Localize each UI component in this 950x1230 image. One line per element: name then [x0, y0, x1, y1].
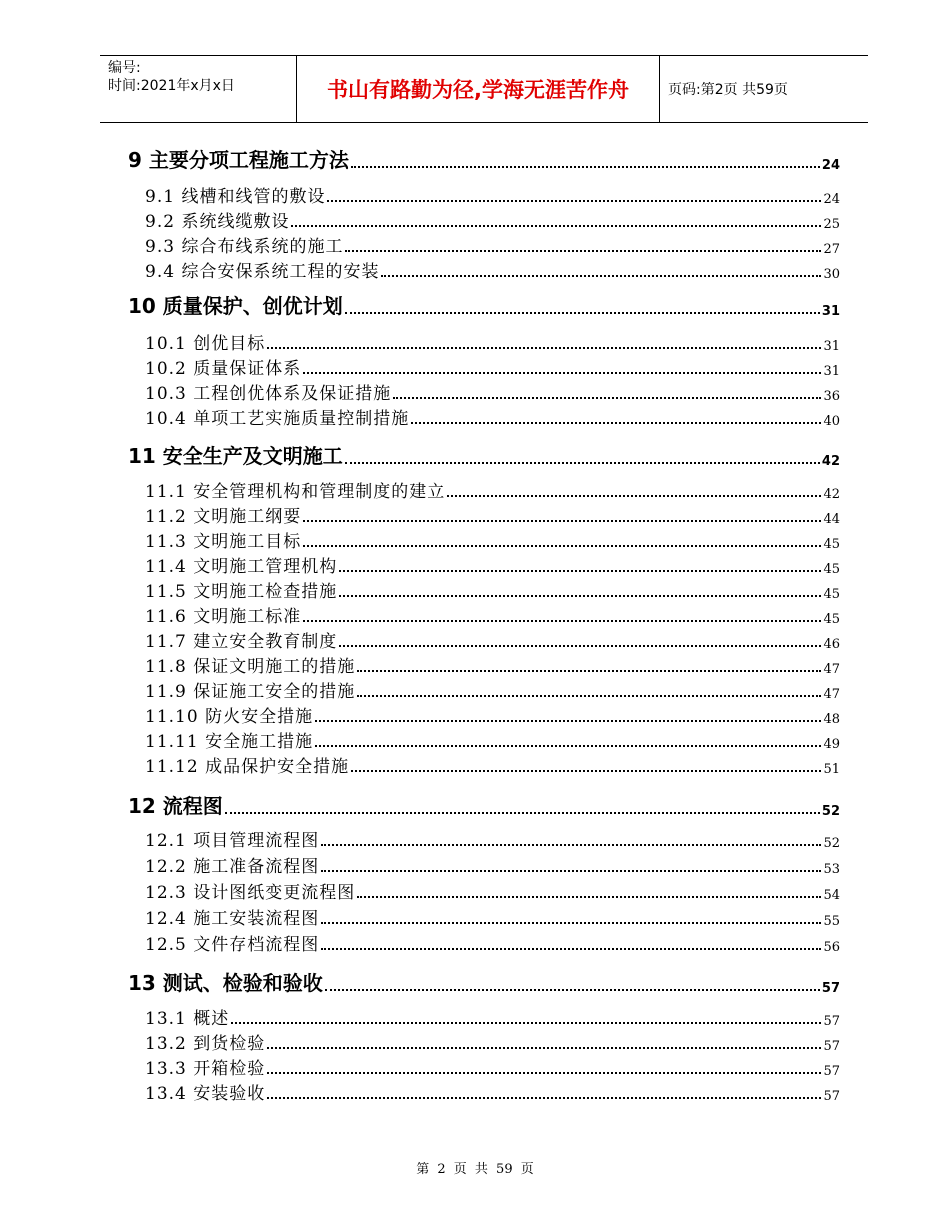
toc-entry-title: 13 测试、检验和验收: [128, 971, 323, 995]
toc-section-entry[interactable]: [145, 380, 840, 404]
toc-dot-leader: [339, 595, 821, 597]
toc-section-entry[interactable]: [145, 528, 840, 552]
toc-dot-leader: [345, 462, 820, 464]
toc-section-entry[interactable]: [145, 553, 840, 577]
toc-entry-page: 40: [823, 414, 840, 429]
toc-entry-title: 12.2 施工准备流程图: [145, 857, 320, 877]
toc-entry-title: 9.2 系统线缆敷设: [145, 212, 290, 232]
toc-section-entry[interactable]: [145, 330, 840, 354]
toc-entry-page: 45: [823, 612, 840, 627]
time-label: 时间:2021年x月x日: [108, 78, 235, 94]
header-motto: 书山有路勤为径,学海无涯苦作舟: [296, 56, 660, 122]
toc-dot-leader: [225, 812, 820, 814]
toc-section-entry[interactable]: [145, 405, 840, 429]
toc-entry-title: 13.1 概述: [145, 1009, 230, 1029]
toc-dot-leader: [339, 570, 821, 572]
toc-section-entry[interactable]: [145, 233, 840, 257]
toc-entry-page: 45: [823, 537, 840, 552]
toc-dot-leader: [321, 844, 821, 846]
toc-entry-page: 57: [823, 1014, 840, 1029]
toc-section-entry[interactable]: [145, 478, 840, 502]
toc-entry-page: 30: [823, 267, 840, 282]
toc-dot-leader: [339, 645, 821, 647]
toc-section-entry[interactable]: [145, 1055, 840, 1079]
toc-chapter-entry[interactable]: [128, 291, 840, 319]
toc-entry-page: 56: [823, 940, 840, 955]
toc-dot-leader: [303, 520, 821, 522]
toc-section-entry[interactable]: [145, 653, 840, 677]
toc-entry-page: 31: [823, 364, 840, 379]
toc-entry-page: 45: [823, 587, 840, 602]
toc-entry-page: 57: [823, 1089, 840, 1104]
toc-entry-title: 11 安全生产及文明施工: [128, 444, 343, 468]
toc-dot-leader: [267, 347, 821, 349]
toc-section-entry[interactable]: [145, 703, 840, 727]
toc-section-entry[interactable]: [145, 1030, 840, 1054]
toc-entry-title: 12.1 项目管理流程图: [145, 831, 320, 851]
toc-entry-page: 36: [823, 389, 840, 404]
toc-dot-leader: [303, 620, 821, 622]
toc-entry-page: 54: [823, 888, 840, 903]
toc-section-entry[interactable]: [145, 503, 840, 527]
toc-section-entry[interactable]: [145, 1005, 840, 1029]
toc-entry-page: 42: [821, 454, 840, 469]
toc-entry-title: 10.4 单项工艺实施质量控制措施: [145, 409, 410, 429]
toc-section-entry[interactable]: [145, 578, 840, 602]
toc-dot-leader: [303, 545, 821, 547]
toc-dot-leader: [321, 870, 821, 872]
toc-entry-title: 12 流程图: [128, 794, 223, 818]
toc-section-entry[interactable]: [145, 753, 840, 777]
toc-entry-title: 11.9 保证施工安全的措施: [145, 682, 356, 702]
header-page-info: 页码:第2页 共59页: [668, 82, 788, 98]
toc-dot-leader: [267, 1072, 821, 1074]
toc-dot-leader: [315, 720, 821, 722]
toc-entry-title: 10.3 工程创优体系及保证措施: [145, 384, 392, 404]
toc-dot-leader: [325, 989, 820, 991]
toc-dot-leader: [327, 200, 821, 202]
toc-chapter-entry[interactable]: [128, 791, 840, 819]
toc-dot-leader: [357, 896, 821, 898]
toc-entry-title: 13.3 开箱检验: [145, 1059, 266, 1079]
toc-entry-title: 9 主要分项工程施工方法: [128, 148, 349, 172]
toc-entry-page: 57: [823, 1064, 840, 1079]
toc-section-entry[interactable]: [145, 853, 840, 877]
toc-section-entry[interactable]: [145, 728, 840, 752]
toc-dot-leader: [351, 166, 820, 168]
toc-entry-page: 53: [823, 862, 840, 877]
toc-dot-leader: [351, 770, 821, 772]
toc-entry-page: 55: [823, 914, 840, 929]
toc-entry-page: 47: [823, 687, 840, 702]
toc-dot-leader: [321, 948, 821, 950]
toc-entry-title: 11.7 建立安全教育制度: [145, 632, 338, 652]
page-footer: 第 2 页 共 59 页: [416, 1162, 534, 1177]
toc-dot-leader: [303, 372, 821, 374]
toc-entry-title: 11.8 保证文明施工的措施: [145, 657, 356, 677]
toc-section-entry[interactable]: [145, 905, 840, 929]
toc-entry-title: 11.6 文明施工标准: [145, 607, 302, 627]
page-header: [100, 55, 868, 123]
toc-entry-page: 27: [823, 242, 840, 257]
toc-entry-page: 48: [823, 712, 840, 727]
toc-section-entry[interactable]: [145, 879, 840, 903]
toc-section-entry[interactable]: [145, 678, 840, 702]
toc-entry-title: 9.3 综合布线系统的施工: [145, 237, 344, 257]
toc-entry-page: 49: [823, 737, 840, 752]
toc-section-entry[interactable]: [145, 931, 840, 955]
toc-entry-title: 10.1 创优目标: [145, 334, 266, 354]
toc-dot-leader: [345, 250, 821, 252]
toc-dot-leader: [381, 275, 821, 277]
toc-entry-title: 11.5 文明施工检查措施: [145, 582, 338, 602]
toc-entry-page: 24: [823, 192, 840, 207]
toc-entry-title: 11.1 安全管理机构和管理制度的建立: [145, 482, 446, 502]
toc-entry-page: 31: [821, 304, 840, 319]
toc-chapter-entry[interactable]: [128, 441, 840, 469]
header-meta: [100, 56, 296, 122]
toc-dot-leader: [393, 397, 821, 399]
toc-chapter-entry[interactable]: [128, 968, 840, 996]
toc-entry-title: 12.3 设计图纸变更流程图: [145, 883, 356, 903]
toc-dot-leader: [315, 745, 821, 747]
toc-entry-page: 46: [823, 637, 840, 652]
number-label: 编号:: [108, 60, 141, 76]
toc-dot-leader: [267, 1047, 821, 1049]
toc-entry-title: 12.5 文件存档流程图: [145, 935, 320, 955]
toc-entry-page: 57: [823, 1039, 840, 1054]
toc-entry-page: 31: [823, 339, 840, 354]
toc-dot-leader: [357, 695, 821, 697]
toc-entry-page: 24: [821, 158, 840, 173]
toc-entry-page: 51: [823, 762, 840, 777]
toc-entry-page: 52: [823, 836, 840, 851]
toc-entry-page: 42: [823, 487, 840, 502]
toc-section-entry[interactable]: [145, 355, 840, 379]
toc-entry-title: 13.4 安装验收: [145, 1084, 266, 1104]
toc-entry-title: 10 质量保护、创优计划: [128, 294, 343, 318]
toc-entry-title: 11.11 安全施工措施: [145, 732, 314, 752]
toc-entry-page: 57: [821, 981, 840, 996]
toc-section-entry[interactable]: [145, 1080, 840, 1104]
toc-dot-leader: [345, 312, 820, 314]
toc-entry-title: 11.3 文明施工目标: [145, 532, 302, 552]
toc-entry-title: 9.1 线槽和线管的敷设: [145, 187, 326, 207]
toc-entry-title: 11.12 成品保护安全措施: [145, 757, 350, 777]
toc-entry-title: 10.2 质量保证体系: [145, 359, 302, 379]
toc-entry-title: 13.2 到货检验: [145, 1034, 266, 1054]
toc-section-entry[interactable]: [145, 628, 840, 652]
toc-section-entry[interactable]: [145, 183, 840, 207]
toc-entry-title: 9.4 综合安保系统工程的安装: [145, 262, 380, 282]
toc-section-entry[interactable]: [145, 258, 840, 282]
toc-entry-page: 52: [821, 804, 840, 819]
toc-entry-title: 11.4 文明施工管理机构: [145, 557, 338, 577]
toc-dot-leader: [321, 922, 821, 924]
toc-entry-page: 45: [823, 562, 840, 577]
toc-entry-title: 11.2 文明施工纲要: [145, 507, 302, 527]
toc-chapter-entry[interactable]: [128, 145, 840, 173]
toc-dot-leader: [291, 225, 821, 227]
toc-entry-title: 11.10 防火安全措施: [145, 707, 314, 727]
toc-section-entry[interactable]: [145, 827, 840, 851]
toc-entry-title: 12.4 施工安装流程图: [145, 909, 320, 929]
toc-section-entry[interactable]: [145, 208, 840, 232]
toc-section-entry[interactable]: [145, 603, 840, 627]
toc-entry-page: 25: [823, 217, 840, 232]
toc-entry-page: 47: [823, 662, 840, 677]
toc-dot-leader: [357, 670, 821, 672]
toc-dot-leader: [231, 1022, 821, 1024]
toc-entry-page: 44: [823, 512, 840, 527]
toc-dot-leader: [411, 422, 821, 424]
toc-dot-leader: [267, 1097, 821, 1099]
toc-dot-leader: [447, 495, 821, 497]
